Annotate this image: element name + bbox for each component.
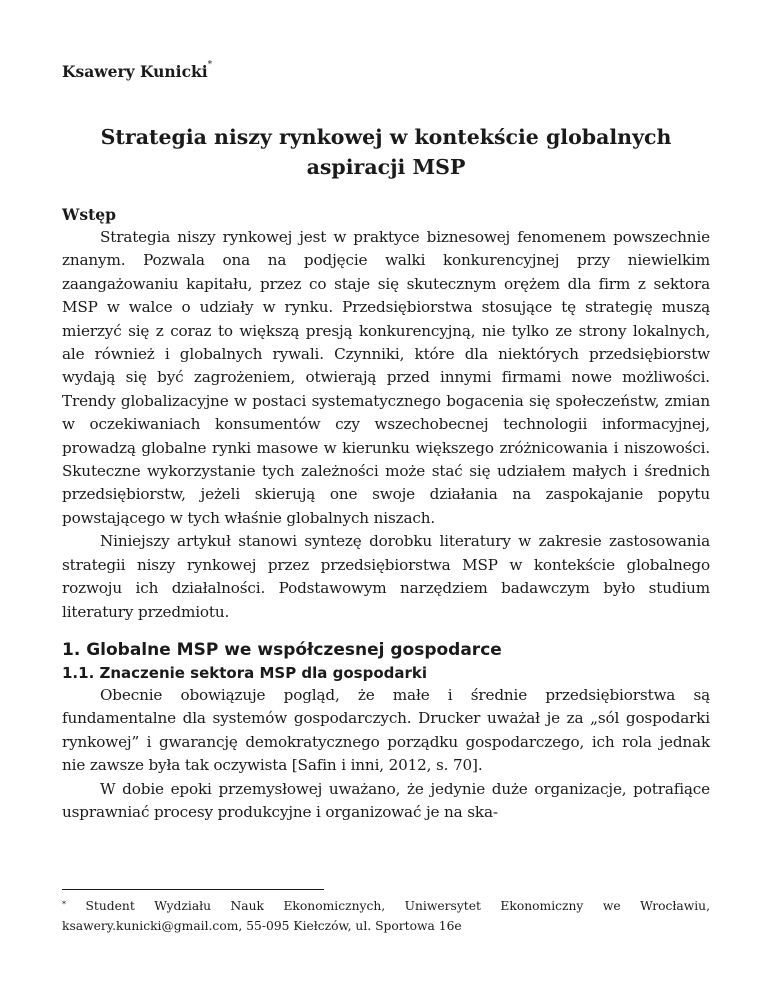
subsection-1-1-heading: 1.1. Znaczenie sektora MSP dla gospodarki bbox=[62, 663, 428, 682]
footnote-divider bbox=[62, 889, 324, 890]
footnote-text: Student Wydziału Nauk Ekonomicznych, Uniwersytet Ekonomiczny we Wrocławiu, ksawery.kunicki@gmail.com, 55-095 Kiełczów, ul. Sportowa 16e bbox=[62, 899, 710, 933]
footnote bbox=[62, 896, 710, 936]
footnote-marker: * bbox=[62, 900, 66, 909]
article-title: Strategia niszy rynkowej w kontekście globalnych aspiracji MSP bbox=[100, 125, 672, 179]
author-name: Ksawery Kunicki bbox=[62, 62, 208, 81]
page bbox=[62, 56, 710, 824]
author-footnote-marker[interactable]: * bbox=[207, 60, 213, 70]
section-1-paragraph-2: W dobie epoki przemysłowej uważano, że jedynie duże organizacje, potrafiące usprawniać procesy produkcyjne i organizować je na ska- bbox=[62, 779, 710, 821]
intro-paragraph-1: Strategia niszy rynkowej jest w praktyce biznesowej fenomenem powszechnie znanym. Pozwala ona na podjęcie walki konkurencyjnej przy niewielkim zaangażowaniu kapitału, przez co staje się skutecznym orężem dla firm z sektora MSP w walce o udziały w rynku. Przedsiębiorstwa stosujące tę strategię muszą mierzyć się z coraz to większą presją konkurencyjną, nie tylko ze strony lokalnych, ale również i globalnych rywali. Czynniki, które dla niektórych przedsiębiorstw wydają się być zagrożeniem, otwierają przed innymi firmami nowe możliwości. Trendy globalizacyjne w postaci systematycznego bogacenia się społeczeństw, zmian w oczekiwaniach konsumentów czy wszechobecnej technologii informacyjnej, prowadzą globalne rynki masowe w kierunku większego zróżnicowania i niszowości. Skuteczne wykorzystanie tych zależności może stać się udziałem małych i średnich przedsiębiorstw, jeżeli skierują one swoje działania na zaspokajanie popytu powstającego w tych właśnie globalnych niszach. bbox=[62, 228, 710, 527]
intro-paragraph-2: Niniejszy artykuł stanowi syntezę dorobku literatury w zakresie zastosowania strategii niszy rynkowej przez przedsiębiorstwa MSP w kontekście globalnego rozwoju ich działalności. Podstawowym narzędziem badawczym było studium literatury przedmiotu. bbox=[62, 532, 710, 621]
section-1-heading: 1. Globalne MSP we współczesnej gospodarce bbox=[62, 639, 502, 660]
author-line bbox=[62, 62, 710, 84]
section-1-paragraph-1: Obecnie obowiązuje pogląd, że małe i średnie przedsiębiorstwa są fundamentalne dla systemów gospodarczych. Drucker uważał je za „sól gospodarki rynkowej” i gwarancję demokratycznego porządku gospodarczego, ich rola jednak nie zawsze była tak oczywista [Safin i inni, 2012, s. 70]. bbox=[62, 685, 710, 775]
intro-heading: Wstęp bbox=[62, 205, 116, 224]
